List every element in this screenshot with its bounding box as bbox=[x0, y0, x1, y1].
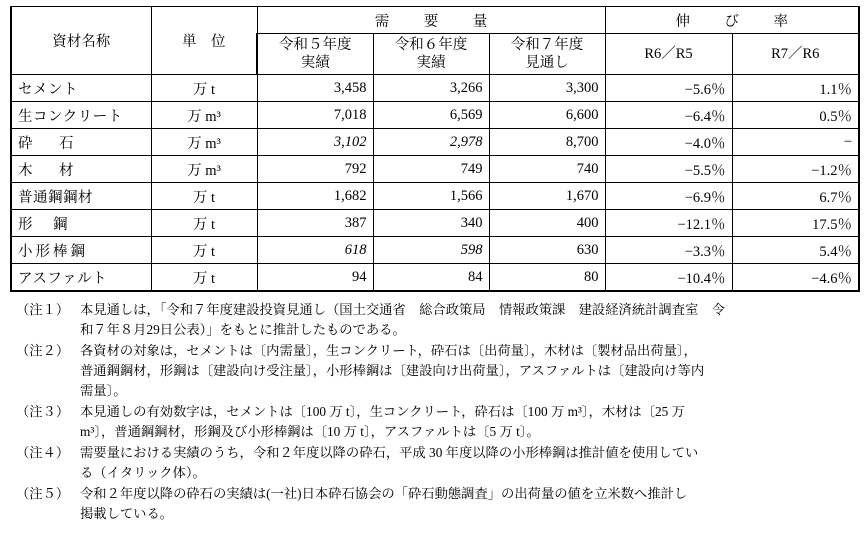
cell-r7: 630 bbox=[489, 237, 605, 264]
header-col-r5 bbox=[257, 34, 373, 75]
table-row bbox=[11, 102, 859, 129]
cell-unit: 万 t bbox=[151, 264, 257, 292]
cell-growth-2: 5.4％ bbox=[732, 237, 859, 264]
cell-growth-1: −6.4％ bbox=[605, 102, 732, 129]
table-row bbox=[11, 264, 859, 292]
cell-growth-2: − bbox=[732, 129, 859, 156]
header-col-r5-line2: 実績 bbox=[300, 55, 330, 72]
cell-material: アスファルト bbox=[11, 264, 151, 292]
table-row bbox=[11, 75, 859, 102]
note-line: る（イタリック体）。 bbox=[80, 464, 206, 480]
cell-growth-1: −5.6％ bbox=[605, 75, 732, 102]
table-row bbox=[11, 183, 859, 210]
cell-growth-1: −3.3％ bbox=[605, 237, 732, 264]
note-line: 令和２年度以降の砕石の実績は(一社)日本砕石協会の「砕石動態調査」の出荷量の値を立米数へ推計し bbox=[80, 485, 688, 501]
cell-r7: 1,670 bbox=[489, 183, 605, 210]
cell-unit: 万 m³ bbox=[151, 156, 257, 183]
cell-material: 生コンクリート bbox=[11, 102, 151, 129]
note-line: 本見通しは，「令和７年度建設投資見通し（国土交通省 総合政策局 情報政策課 建設経済統計調査室 令 bbox=[80, 302, 725, 318]
cell-material: 形 鋼 bbox=[11, 210, 151, 237]
header-col-r6-line2: 実績 bbox=[416, 55, 446, 72]
header-col-r7-line2: 見通し bbox=[525, 55, 569, 72]
cell-r5: 94 bbox=[257, 264, 373, 292]
header-growth-group: 伸 び 率 bbox=[605, 7, 859, 34]
note-body bbox=[80, 300, 854, 340]
cell-growth-2: 1.1％ bbox=[732, 75, 859, 102]
note-item bbox=[16, 443, 854, 483]
cell-material: 砕 石 bbox=[11, 129, 151, 156]
header-col-growth-1: R6／R5 bbox=[605, 34, 732, 75]
note-line: 需量〕。 bbox=[80, 383, 127, 398]
header-col-growth-2: R7／R6 bbox=[732, 34, 859, 75]
cell-growth-1: −5.5％ bbox=[605, 156, 732, 183]
header-demand-group: 需 要 量 bbox=[257, 7, 605, 34]
cell-r7: 80 bbox=[489, 264, 605, 292]
table-row bbox=[11, 129, 859, 156]
note-line: 掲載している。 bbox=[80, 505, 174, 521]
cell-growth-1: −4.0％ bbox=[605, 129, 732, 156]
note-label: （注５） bbox=[16, 485, 70, 501]
cell-r6: 1,566 bbox=[373, 183, 489, 210]
note-label: （注１） bbox=[16, 302, 70, 318]
cell-r7: 3,300 bbox=[489, 75, 605, 102]
cell-growth-2: 17.5％ bbox=[732, 210, 859, 237]
header-unit: 単 位 bbox=[151, 7, 257, 75]
cell-r5: 792 bbox=[257, 156, 373, 183]
header-col-r5-line1: 令和５年度 bbox=[279, 37, 352, 53]
cell-unit: 万 t bbox=[151, 210, 257, 237]
cell-r5: 3,458 bbox=[257, 75, 373, 102]
note-label: （注２） bbox=[16, 343, 70, 359]
header-col-r7 bbox=[489, 34, 605, 75]
note-body bbox=[80, 484, 854, 524]
demand-forecast-table bbox=[10, 6, 860, 292]
table-header-row-1 bbox=[11, 7, 859, 34]
cell-growth-1: −6.9％ bbox=[605, 183, 732, 210]
cell-r6: 84 bbox=[373, 264, 489, 292]
cell-growth-2: −1.2％ bbox=[732, 156, 859, 183]
cell-r7: 400 bbox=[489, 210, 605, 237]
cell-r5: 618 bbox=[257, 237, 373, 264]
cell-unit: 万 m³ bbox=[151, 102, 257, 129]
cell-r5: 3,102 bbox=[257, 129, 373, 156]
cell-r6: 2,978 bbox=[373, 129, 489, 156]
note-body bbox=[80, 402, 854, 442]
note-body bbox=[80, 341, 854, 401]
cell-r7: 740 bbox=[489, 156, 605, 183]
notes-section bbox=[16, 300, 854, 523]
cell-growth-2: 6.7％ bbox=[732, 183, 859, 210]
cell-growth-2: −4.6％ bbox=[732, 264, 859, 292]
note-item bbox=[16, 300, 854, 340]
cell-r6: 749 bbox=[373, 156, 489, 183]
cell-unit: 万 t bbox=[151, 183, 257, 210]
cell-material: 木 材 bbox=[11, 156, 151, 183]
cell-unit: 万 t bbox=[151, 75, 257, 102]
table-row bbox=[11, 210, 859, 237]
cell-r6: 598 bbox=[373, 237, 489, 264]
cell-r5: 387 bbox=[257, 210, 373, 237]
cell-r5: 7,018 bbox=[257, 102, 373, 129]
note-body bbox=[80, 443, 854, 483]
header-col-r6 bbox=[373, 34, 489, 75]
cell-material: 小形棒鋼 bbox=[11, 237, 151, 264]
cell-r6: 340 bbox=[373, 210, 489, 237]
cell-growth-2: 0.5％ bbox=[732, 102, 859, 129]
note-line: 各資材の対象は，セメントは〔内需量〕，生コンクリート，砕石は〔出荷量〕，木材は〔製材品出荷量〕， bbox=[80, 343, 697, 359]
note-label: （注４） bbox=[16, 444, 70, 460]
table-row bbox=[11, 237, 859, 264]
cell-material: セメント bbox=[11, 75, 151, 102]
header-col-r7-line1: 令和７年度 bbox=[510, 37, 584, 53]
note-line: 本見通しの有効数字は，セメントは〔100 万 t〕，生コンクリート，砕石は〔100 万 m³〕，木材は〔25 万 bbox=[80, 403, 685, 419]
header-col-r6-line1: 令和６年度 bbox=[394, 37, 468, 53]
note-line: 普通鋼鋼材，形鋼は〔建設向け受注量〕，小形棒鋼は〔建設向け出荷量〕，アスファルトは〔建設向け等内 bbox=[80, 363, 705, 379]
cell-r6: 6,569 bbox=[373, 102, 489, 129]
note-label: （注３） bbox=[16, 403, 70, 419]
note-item bbox=[16, 341, 854, 401]
cell-growth-1: −10.4％ bbox=[605, 264, 732, 292]
cell-unit: 万 m³ bbox=[151, 129, 257, 156]
cell-unit: 万 t bbox=[151, 237, 257, 264]
cell-r6: 3,266 bbox=[373, 75, 489, 102]
note-line: 需要量における実績のうち，令和２年度以降の砕石，平成 30 年度以降の小形棒鋼は推計値を使用してい bbox=[80, 444, 699, 460]
cell-r7: 8,700 bbox=[489, 129, 605, 156]
cell-r7: 6,600 bbox=[489, 102, 605, 129]
cell-growth-1: −12.1％ bbox=[605, 210, 732, 237]
note-line: 和７年８月29日公表）」をもとに推計したものである。 bbox=[80, 322, 406, 338]
header-material: 資材名称 bbox=[11, 7, 151, 75]
note-item bbox=[16, 484, 854, 524]
cell-r5: 1,682 bbox=[257, 183, 373, 210]
note-line: m³〕，普通鋼鋼材，形鋼及び小形棒鋼は〔10 万 t〕，アスファルトは〔5 万 t〕。 bbox=[80, 423, 540, 439]
note-item bbox=[16, 402, 854, 442]
cell-material: 普通鋼鋼材 bbox=[11, 183, 151, 210]
table-row bbox=[11, 156, 859, 183]
